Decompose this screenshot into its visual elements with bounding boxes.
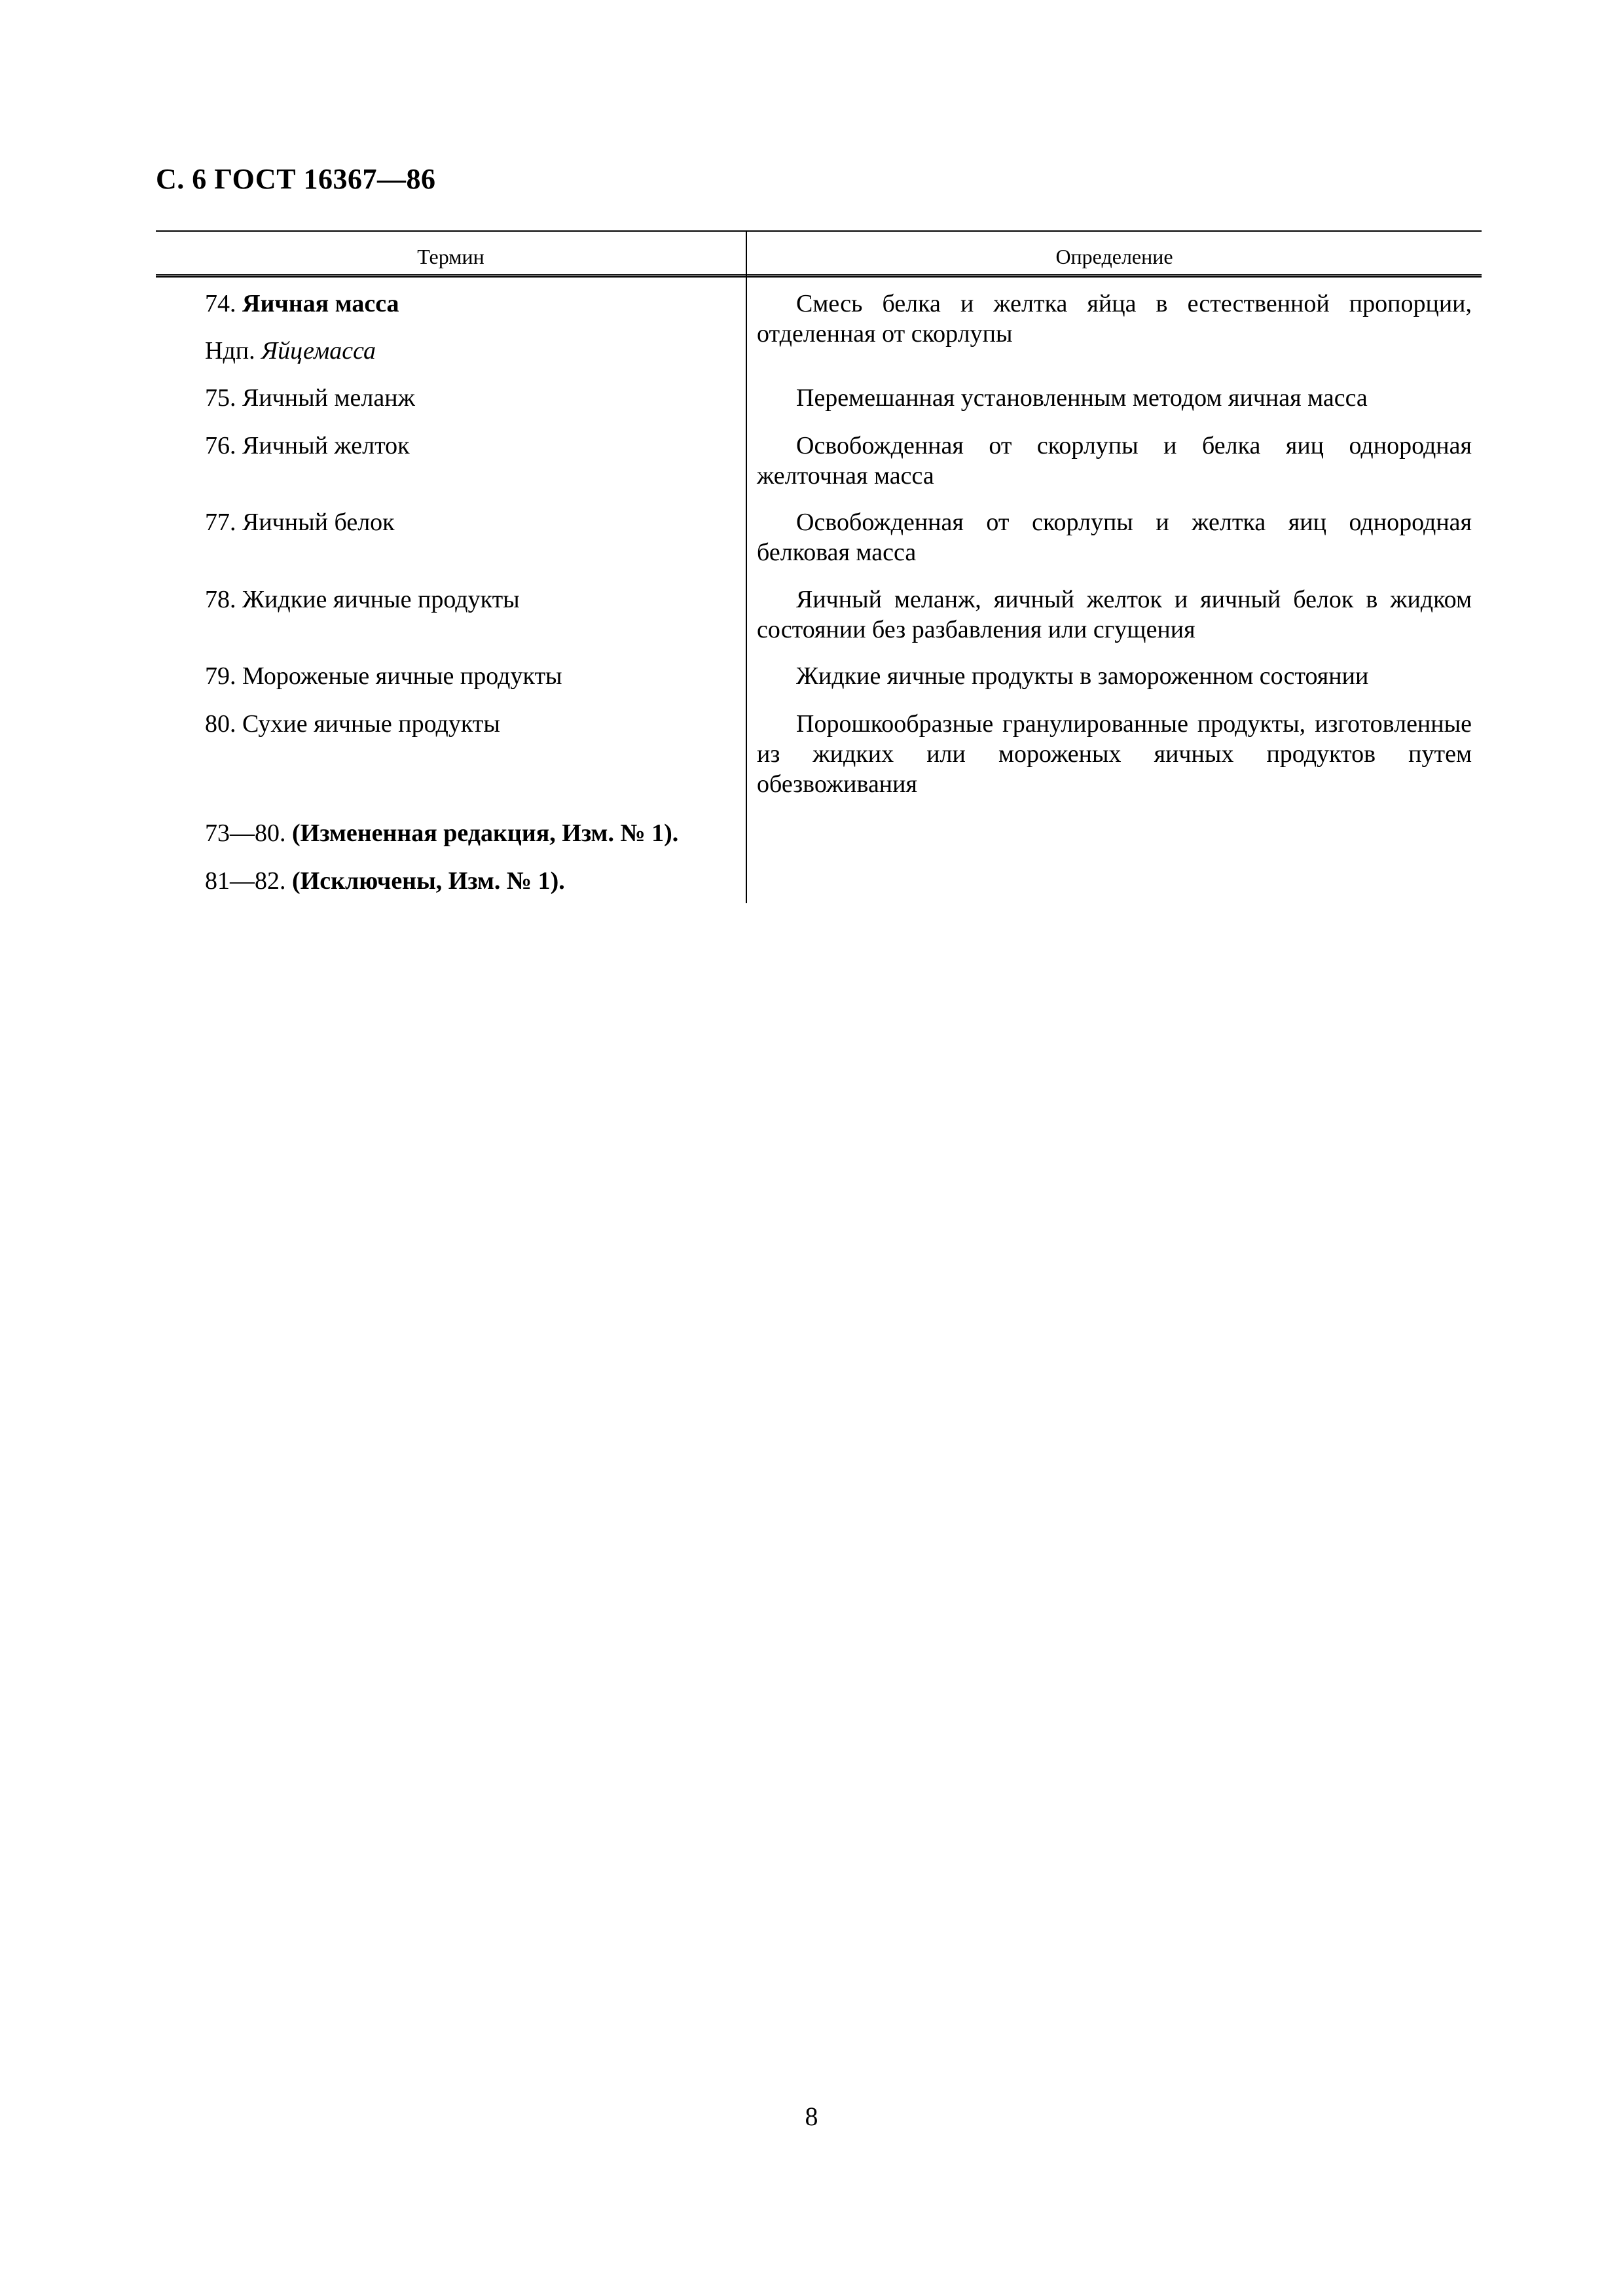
term-definition: Жидкие яичные продукты в замороженном состоянии (796, 662, 1369, 690)
term-name: Яичный белок (242, 509, 395, 536)
page-number: 8 (805, 2102, 818, 2131)
note-range: 81—82. (205, 867, 286, 895)
term-definition: Освобожденная от скорлупы и белка яиц однородная желточная масса (757, 432, 1472, 490)
term-number: 74. (205, 290, 236, 317)
term-definition: Перемешанная установленным методом яичная масса (796, 384, 1368, 412)
term-row (205, 709, 500, 739)
term-number: 77. (205, 509, 236, 536)
term-name: Яичный меланж (242, 384, 415, 412)
synonym-term: Яйцемасса (261, 337, 376, 365)
term-row (205, 383, 415, 413)
note-range: 73—80. (205, 819, 286, 847)
term-number: 75. (205, 384, 236, 412)
term-name: Яичная масса (242, 290, 399, 317)
term-row (205, 289, 399, 319)
term-row (205, 584, 520, 615)
term-row (205, 431, 410, 461)
amendment-note (205, 818, 678, 848)
term-name: Яичный желток (242, 432, 410, 459)
term-definition: Порошкообразные гранулированные продукты, изготовленные из жидких или мороженых яичных продуктов путем обезвоживания (757, 710, 1472, 798)
term-definition: Смесь белка и желтка яйца в естественной пропорции, отделенная от скорлупы (757, 290, 1472, 348)
page-header: С. 6 ГОСТ 16367—86 (156, 163, 436, 195)
amendment-note (205, 866, 565, 896)
synonym-row (205, 336, 376, 366)
column-divider (746, 230, 747, 903)
term-number: 80. (205, 710, 236, 738)
term-definition: Освобожденная от скорлупы и желтка яиц однородная белковая масса (757, 509, 1472, 566)
term-row (205, 507, 395, 537)
note-text: (Исключены, Изм. № 1). (292, 867, 565, 895)
term-name: Сухие яичные продукты (242, 710, 500, 738)
table-header-rule (156, 274, 1482, 278)
term-row (205, 661, 562, 691)
term-number: 76. (205, 432, 236, 459)
column-header-definition: Определение (1055, 245, 1173, 268)
synonym-prefix: Ндп. (205, 337, 255, 365)
term-definition: Яичный меланж, яичный желток и яичный белок в жидком состоянии без разбавления или сгущения (757, 586, 1472, 643)
term-name: Мороженые яичные продукты (242, 662, 562, 690)
term-number: 78. (205, 586, 236, 613)
column-header-term: Термин (417, 245, 484, 268)
note-text: (Измененная редакция, Изм. № 1). (292, 819, 679, 847)
term-name: Жидкие яичные продукты (242, 586, 520, 613)
terms-table (156, 230, 1482, 903)
term-number: 79. (205, 662, 236, 690)
table-top-rule (156, 230, 1482, 232)
